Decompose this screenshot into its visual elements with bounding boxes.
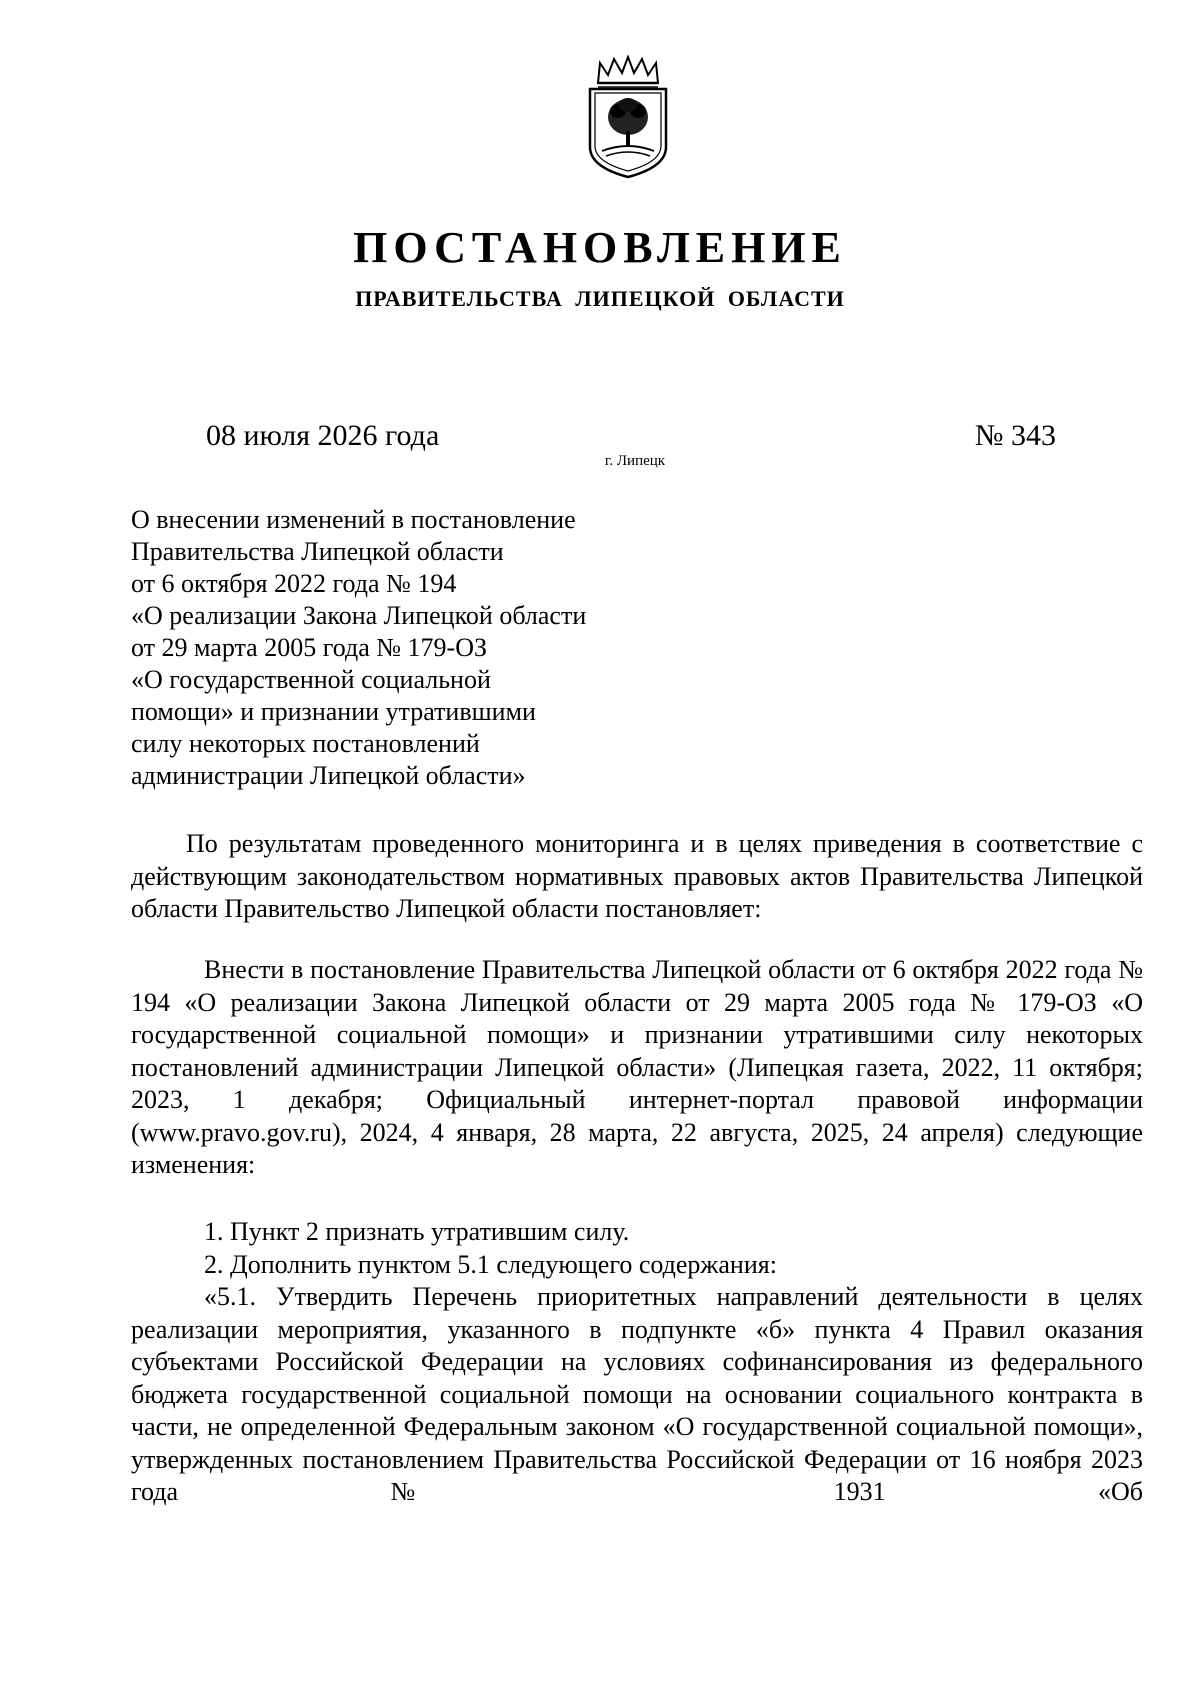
list-item: «5.1. Утвердить Перечень приоритетных направлений деятельности в целях реализации мероприятия, указанного в подпункте «б» пункта 4 Правил оказания субъектами Российской Федерации на условиях софинансирования из федерального бюджета государственной социальной помощи на основании социального контракта в части, не определенной Федеральным законом «О государственной социальной помощи», утвержденных постановлением Правительства Российской Федерации от 16 ноября 2023 года № 1931 «Об <box>131 1282 1143 1506</box>
subject-line: «О реализации Закона Липецкой области <box>131 601 587 630</box>
subject-line: силу некоторых постановлений <box>131 729 480 758</box>
main-text: Внести в постановление Правительства Липецкой области от 6 октября 2022 года № 194 «О реализации Закона Липецкой области от 29 марта 2005 года № 179-ОЗ «О государственной социальной помощи» и признании утратившими силу некоторых постановлений администрации Липецкой области» (Липецкая газета, 2022, 11 октября; 2023, 1 декабря; Официальный интернет-портал правовой информации (www.pravo.gov.ru), 2024, 4 января, 28 марта, 22 августа, 2025, 24 апреля) следующие изменения: <box>131 955 1143 1179</box>
list-item: 2. Дополнить пунктом 5.1 следующего содержания: <box>204 1249 777 1279</box>
subject-line: помощи» и признании утратившими <box>131 697 536 726</box>
preamble-paragraph <box>131 828 1143 926</box>
document-subject <box>131 504 691 792</box>
subject-line: Правительства Липецкой области <box>131 537 504 566</box>
document-subtitle: ПРАВИТЕЛЬСТВА ЛИПЕЦКОЙ ОБЛАСТИ <box>355 286 845 311</box>
list-item: 1. Пункт 2 признать утратившим силу. <box>204 1217 630 1246</box>
coat-of-arms-icon <box>580 55 676 181</box>
document-city: г. Липецк <box>604 453 666 469</box>
subject-line: администрации Липецкой области» <box>131 761 526 790</box>
preamble-text: По результатам проведенного мониторинга и в целях приведения в соответствие с действующим законодательством нормативных правовых актов Правительства Липецкой области Правительство Липецкой области постановляет: <box>131 829 1143 923</box>
main-paragraph <box>131 954 1143 1182</box>
subject-line: от 29 марта 2005 года № 179-ОЗ <box>131 633 488 662</box>
subject-line: от 6 октября 2022 года № 194 <box>131 569 457 598</box>
document-number: № 343 <box>974 419 1056 452</box>
document-title: ПОСТАНОВЛЕНИЕ <box>353 223 847 272</box>
changes-list <box>131 1216 1143 1509</box>
subject-line: «О государственной социальной <box>131 665 491 694</box>
document-date: 08 июля 2026 года <box>206 419 440 452</box>
subject-line: О внесении изменений в постановление <box>131 505 576 534</box>
